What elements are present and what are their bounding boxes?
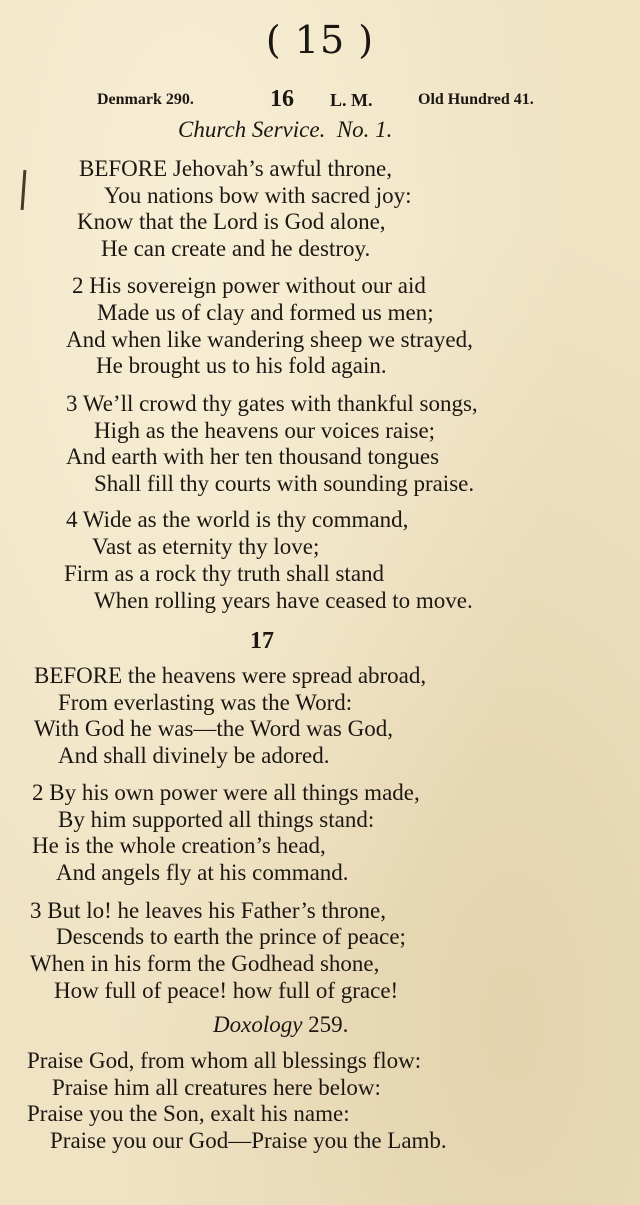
verse-line: And earth with her ten thousand tongues [66,444,440,469]
verse-line: High as the heavens our voices raise; [94,418,436,443]
verse-line: With God he was—the Word was God, [34,716,393,741]
verse-line: When in his form the Godhead shone, [30,951,380,976]
verse-line: He brought us to his fold again. [96,353,387,378]
verse-line: And angels fly at his command. [56,860,349,885]
verse-line: From everlasting was the Word: [58,690,353,715]
doxology-number: 259. [308,1012,349,1037]
verse-line: 2 By his own power were all things made, [32,780,420,805]
hymn-16-subtitle [178,117,392,143]
tune-name-right: Old Hundred 41. [418,91,534,108]
hymn-number: 17 [250,628,274,654]
hymn-number: 16 [270,86,294,112]
verse-line: Praise you the Son, exalt his name: [27,1101,350,1126]
verse-line: Praise you our God—Praise you the Lamb. [50,1128,447,1153]
subtitle-number: No. 1. [336,117,393,142]
verse-line: BEFORE Jehovah’s awful throne, [79,156,393,181]
tune-name-left: Denmark 290. [97,91,194,108]
verse-line: 3 We’ll crowd thy gates with thankful songs, [66,391,478,416]
page-number: ( 15 ) [265,18,375,62]
verse-line: Praise God, from whom all blessings flow: [27,1048,422,1073]
verse-line: Vast as eternity thy love; [92,534,320,559]
verse-line: 2 His sovereign power without our aid [72,273,426,298]
verse-line: How full of peace! how full of grace! [54,978,399,1003]
verse-line: Made us of clay and formed us men; [97,300,434,325]
verse-line: Firm as a rock thy truth shall stand [64,561,385,586]
verse-line: Shall fill thy courts with sounding praise. [94,471,475,496]
verse-line: 3 But lo! he leaves his Father’s throne, [30,898,387,923]
doxology-title: Doxology [213,1012,303,1037]
verse-line: Know that the Lord is God alone, [77,209,386,234]
doxology-heading [213,1012,348,1038]
meter: L. M. [330,90,373,110]
verse-line: And shall divinely be adored. [58,743,330,768]
verse-line: He is the whole creation’s head, [32,833,326,858]
verse-line: You nations bow with sacred joy: [104,183,412,208]
verse-line: He can create and he destroy. [101,236,371,261]
hymn-16-header [0,86,640,116]
verse-line: Descends to earth the prince of peace; [56,924,406,949]
subtitle-text: Church Service. [178,117,326,142]
verse-line: By him supported all things stand: [58,807,375,832]
verse-line: BEFORE the heavens were spread abroad, [34,663,427,688]
verse-line: And when like wandering sheep we strayed, [66,327,473,352]
verse-line: When rolling years have ceased to move. [94,588,473,613]
margin-pencil-mark [21,170,27,210]
verse-line: Praise him all creatures here below: [52,1075,381,1100]
verse-line: 4 Wide as the world is thy command, [66,507,409,532]
